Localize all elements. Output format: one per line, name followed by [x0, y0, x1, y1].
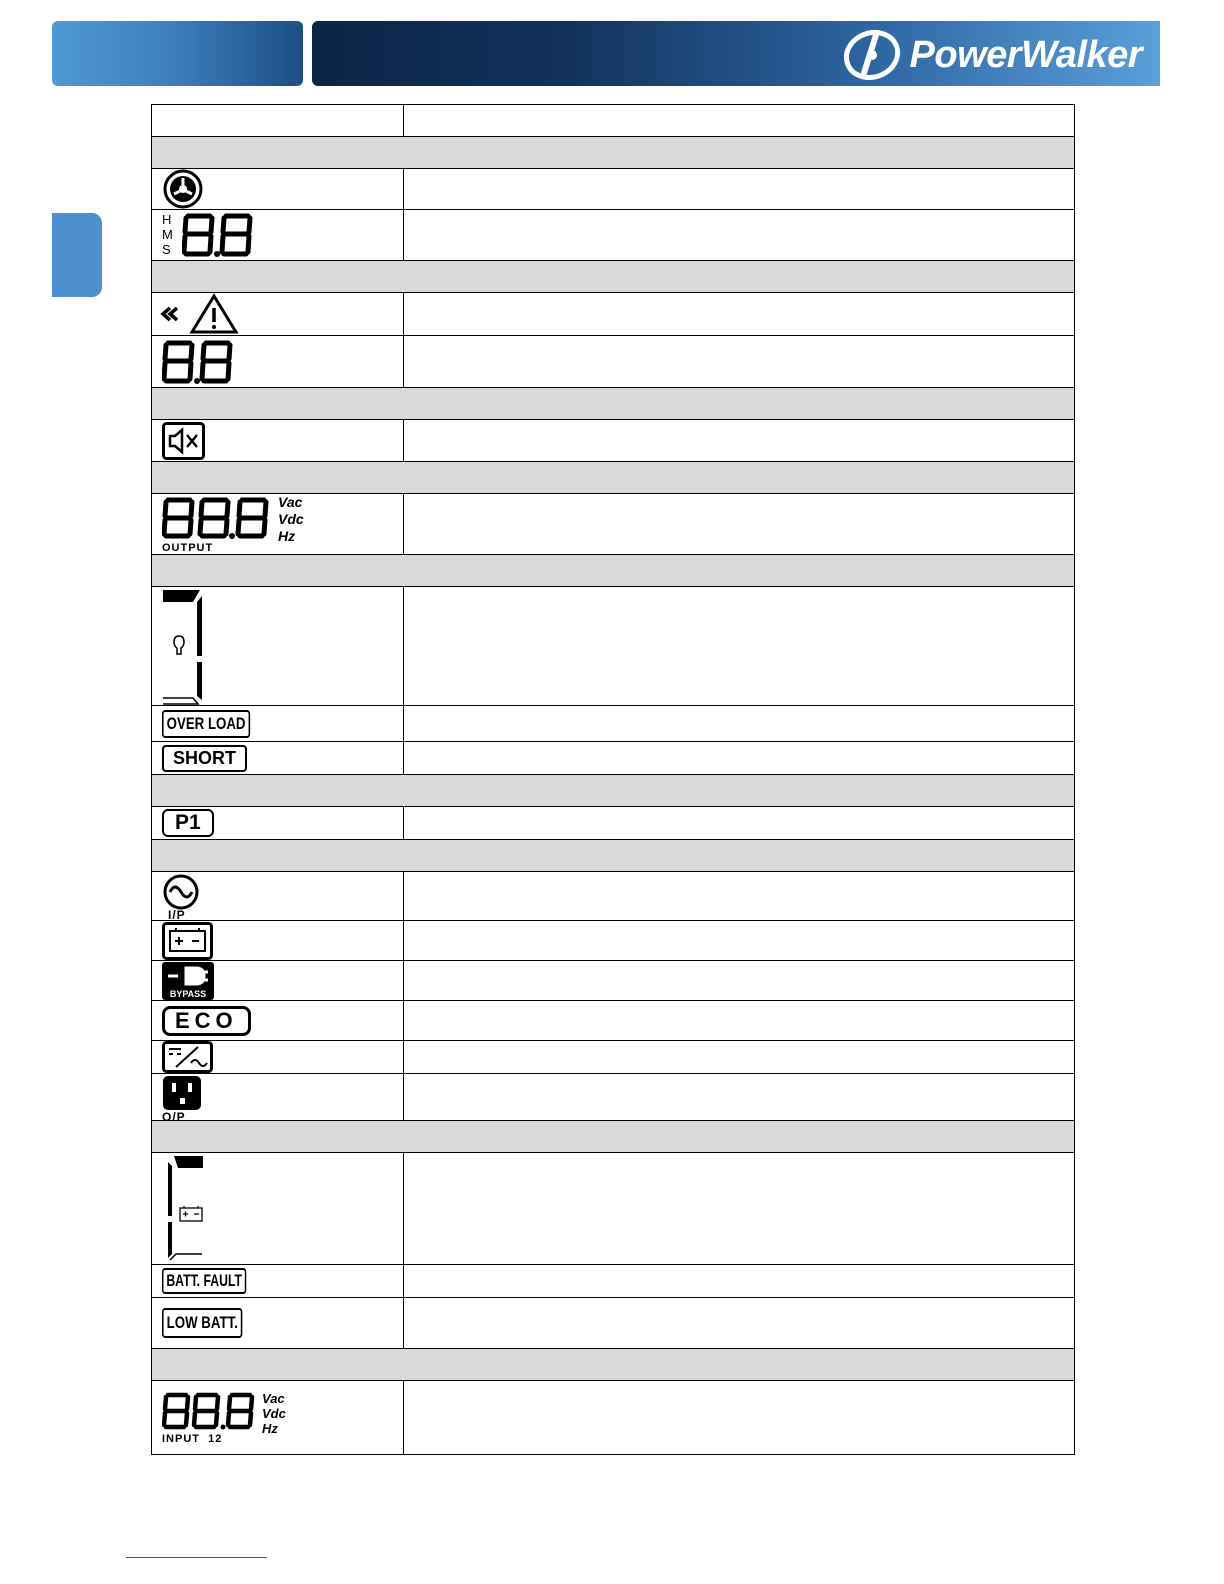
table-row — [152, 921, 1075, 961]
ip-label: I/P — [168, 908, 186, 922]
section-row — [152, 555, 1075, 587]
battery-level-bar-icon — [160, 1154, 210, 1264]
hms-m-label: M — [162, 227, 173, 242]
section-row — [152, 1121, 1075, 1153]
powerwalker-logo-icon — [842, 29, 904, 81]
mute-icon — [162, 422, 206, 460]
chapter-side-tab — [52, 213, 102, 297]
table-row — [152, 1001, 1075, 1041]
battery-mode-icon — [162, 922, 214, 960]
table-row — [152, 1153, 1075, 1265]
inverter-icon — [162, 1041, 214, 1073]
header-right-bar — [312, 21, 1160, 86]
batt-fault-label: BATT. FAULT — [162, 1268, 246, 1294]
table-row — [152, 336, 1075, 388]
bypass-label: BYPASS — [169, 988, 207, 999]
output-socket-icon — [162, 1075, 204, 1111]
table-row — [152, 742, 1075, 775]
input-seven-segment-icon — [162, 1391, 258, 1431]
output-seven-segment-icon — [162, 496, 272, 540]
seven-segment-fault-code-icon — [162, 339, 236, 385]
table-row — [152, 1265, 1075, 1298]
section-row — [152, 840, 1075, 872]
table-row — [152, 494, 1075, 555]
overload-label: OVER LOAD — [162, 710, 250, 738]
table-row — [152, 807, 1075, 840]
table-row — [152, 1041, 1075, 1074]
section-row — [152, 1349, 1075, 1381]
section-row — [152, 261, 1075, 293]
table-header-row — [152, 105, 1075, 137]
warning-icon — [152, 293, 242, 335]
units-hz: Hz — [278, 528, 296, 544]
input-units-hz: Hz — [262, 1421, 278, 1436]
timer-icon — [152, 169, 212, 209]
section-row — [152, 137, 1075, 169]
input-units-vdc: Vdc — [262, 1406, 286, 1421]
section-row — [152, 775, 1075, 807]
table-row — [152, 169, 1075, 210]
table-row — [152, 210, 1075, 261]
footer-link-underline — [126, 1557, 267, 1558]
output-label: OUTPUT — [162, 542, 214, 554]
units-vac: Vac — [278, 494, 303, 510]
brand-name: PowerWalker — [909, 33, 1142, 76]
table-row — [152, 293, 1075, 336]
table-row — [152, 420, 1075, 462]
header-left-bar — [52, 21, 303, 86]
load-level-bar-icon — [160, 588, 210, 705]
bypass-icon — [162, 962, 214, 1000]
seven-segment-88-icon — [182, 212, 256, 258]
lcd-icon-table — [151, 104, 1075, 1455]
table-row — [152, 872, 1075, 921]
input-label: INPUT 12 — [162, 1433, 223, 1445]
hms-s-label: S — [162, 242, 171, 257]
table-row — [152, 706, 1075, 742]
low-batt-label: LOW BATT. — [162, 1308, 243, 1338]
op-label: O/P — [162, 1110, 186, 1124]
table-row — [152, 1298, 1075, 1349]
p1-label: P1 — [162, 809, 214, 837]
table-row — [152, 587, 1075, 706]
section-row — [152, 462, 1075, 494]
eco-label: ECO — [162, 1006, 251, 1036]
brand-logo — [842, 29, 1142, 81]
ac-input-icon — [162, 874, 202, 910]
units-vdc: Vdc — [278, 511, 304, 527]
input-units-vac: Vac — [262, 1391, 285, 1406]
table-row — [152, 1074, 1075, 1121]
short-label: SHORT — [162, 745, 247, 772]
table-row — [152, 1381, 1075, 1455]
section-row — [152, 388, 1075, 420]
table-row — [152, 961, 1075, 1001]
hms-h-label: H — [162, 212, 172, 227]
